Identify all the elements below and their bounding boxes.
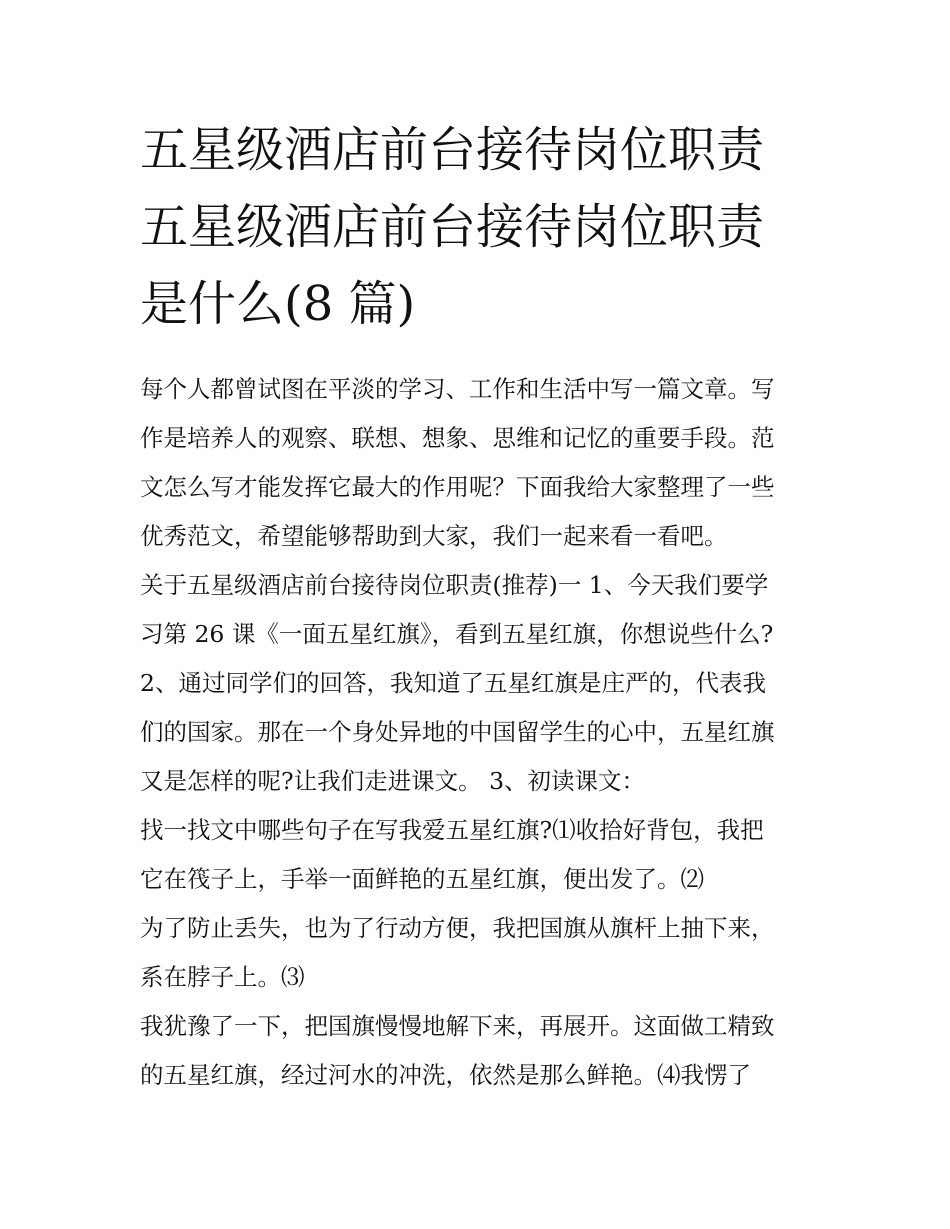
body-line-8: 们的国家。那在一个身处异地的中国留学生的心中，五星红旗 [140,718,775,746]
body-line-1: 每个人都曾试图在平淡的学习、工作和生活中写一篇文章。写 [140,375,775,403]
document-title [140,112,812,343]
title-line-1: 五星级酒店前台接待岗位职责 [140,122,765,178]
title-line-2: 五星级酒店前台接待岗位职责 [140,199,765,255]
body-line-15: 的五星红旗，经过河水的冲洗，依然是那么鲜艳。⑷我愣了 [140,1061,751,1089]
body-line-12: 为了防止丢失，也为了行动方便，我把国旗从旗杆上抽下来， [140,914,775,942]
body-line-4: 优秀范文，希望能够帮助到大家，我们一起来看一看吧。 [140,522,728,550]
body-line-7: 2、通过同学们的回答，我知道了五星红旗是庄严的，代表我 [140,669,766,697]
body-line-2: 作是培养人的观察、联想、想象、思维和记忆的重要手段。范 [140,424,775,452]
document-page [140,112,812,1100]
body-line-3: 文怎么写才能发挥它最大的作用呢？下面我给大家整理了一些 [140,473,775,501]
body-line-11: 它在筏子上，手举一面鲜艳的五星红旗，便出发了。⑵ [140,865,704,893]
body-line-5: 关于五星级酒店前台接待岗位职责(推荐)一 1、今天我们要学 [140,571,769,599]
body-line-10: 找一找文中哪些句子在写我爱五星红旗?⑴收拾好背包，我把 [140,816,764,844]
body-line-9: 又是怎样的呢?让我们走进课文。 3、初读课文： [140,767,646,795]
document-body [140,365,812,1100]
body-line-13: 系在脖子上。⑶ [140,963,305,991]
body-line-14: 我犹豫了一下，把国旗慢慢地解下来，再展开。这面做工精致 [140,1012,775,1040]
body-line-6: 习第 26 课《一面五星红旗》，看到五星红旗，你想说些什么? [140,620,774,648]
title-line-3: 是什么(8 篇) [140,276,416,332]
